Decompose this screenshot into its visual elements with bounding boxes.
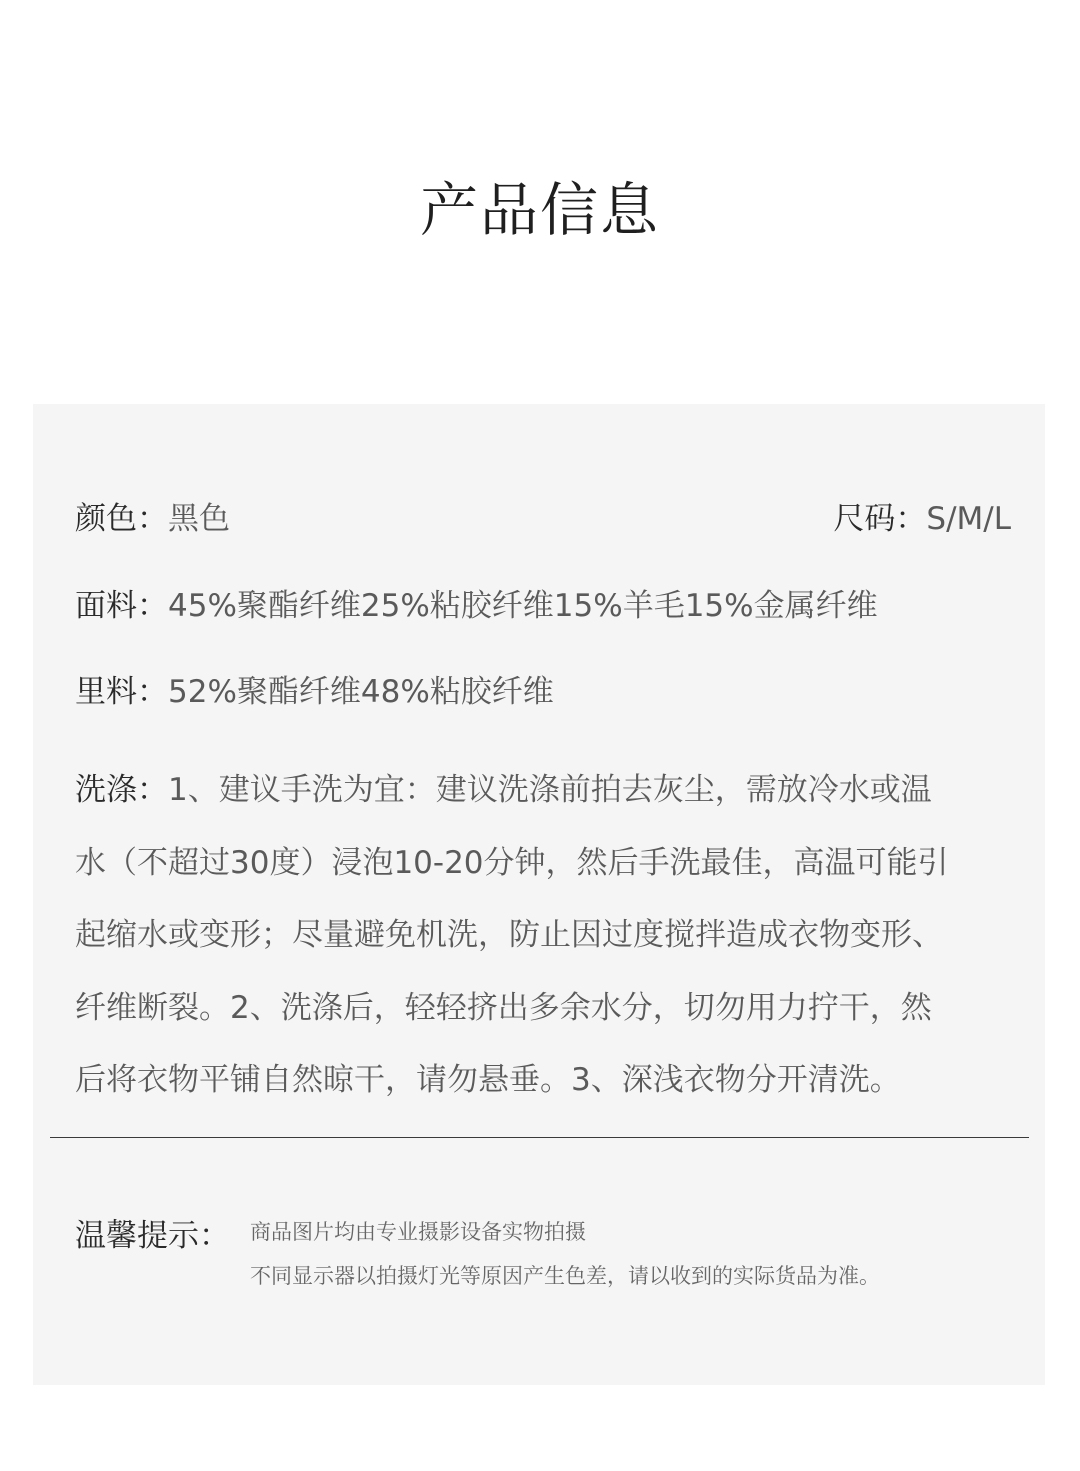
size-label: 尺码：	[833, 501, 927, 537]
tips-text	[250, 1210, 880, 1298]
washing-text: 1、建议手洗为宜：建议洗涤前拍去灰尘，需放冷水或温	[168, 772, 932, 808]
lining-row	[75, 670, 554, 714]
tips-label: 温馨提示：	[75, 1218, 230, 1254]
washing-line: 纤维断裂。2、洗涤后，轻轻挤出多余水分，切勿用力拧干，然	[75, 989, 932, 1026]
color-label: 颜色：	[75, 501, 168, 537]
tips-line: 不同显示器以拍摄灯光等原因产生色差，请以收到的实际货品为准。	[250, 1264, 880, 1288]
washing-line: 水（不超过30度）浸泡10-20分钟，然后手洗最佳，高温可能引	[75, 844, 949, 881]
color-row	[75, 497, 230, 541]
page-title: 产品信息	[419, 176, 660, 244]
lining-value: 52%聚酯纤维48%粘胶纤维	[168, 674, 554, 710]
lining-label: 里料：	[75, 674, 168, 710]
product-info-panel	[33, 404, 1045, 1385]
fabric-label: 面料：	[75, 588, 168, 624]
fabric-value: 45%聚酯纤维25%粘胶纤维15%羊毛15%金属纤维	[168, 588, 878, 624]
washing-line: 后将衣物平铺自然晾干，请勿悬垂。3、深浅衣物分开清洗。	[75, 1062, 901, 1098]
tips-line: 商品图片均由专业摄影设备实物拍摄	[250, 1220, 586, 1244]
washing-line: 起缩水或变形；尽量避免机洗，防止因过度搅拌造成衣物变形、	[75, 917, 943, 953]
washing-line	[75, 754, 1015, 827]
washing-label: 洗涤：	[75, 772, 168, 808]
washing-instructions	[75, 754, 1015, 1117]
size-value: S/M/L	[926, 501, 1011, 537]
divider	[50, 1137, 1029, 1138]
color-value: 黑色	[168, 501, 230, 537]
fabric-row	[75, 584, 878, 628]
size-row	[833, 497, 1011, 541]
